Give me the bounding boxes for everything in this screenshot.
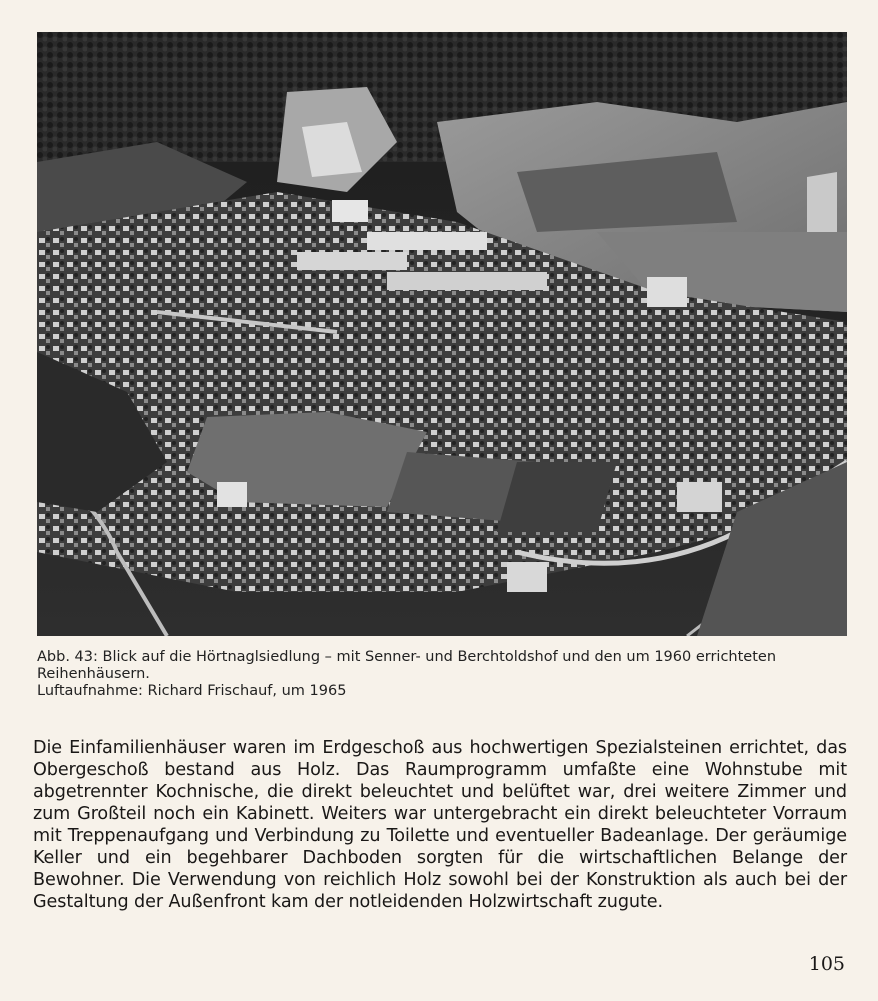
figure-caption-credit: Luftaufnahme: Richard Frischauf, um 1965 xyxy=(37,683,347,699)
aerial-photo-illustration xyxy=(37,32,847,636)
figure-caption xyxy=(37,649,849,700)
page-number: 105 xyxy=(808,953,845,975)
figure-caption-title: Abb. 43: Blick auf die Hörtnaglsiedlung – mit Senner- und Berchtoldshof und den um 1960 errichteten Reihenhäusern. xyxy=(37,649,777,682)
aerial-photograph xyxy=(37,32,847,636)
body-paragraph: Die Einfamilienhäuser waren im Erdgeschoß aus hochwertigen Spezialsteinen errichtet, das Obergeschoß bestand aus Holz. Das Raumprogramm umfaßte eine Wohnstube mit abgetrennter Kochnische, die direkt beleuchtet und belüftet war, drei weitere Zimmer und zum Großteil noch ein Kabinett. Weiters war untergebracht ein direkt beleuchteter Vorraum mit Treppenaufgang und Verbindung zu Toilette und eventueller Badeanlage. Der geräumige Keller und ein begehbarer Dachboden sorgten für die wirtschaftlichen Belange der Bewohner. Die Verwendung von reichlich Holz sowohl bei der Konstruktion als auch bei der Gestaltung der Außenfront kam der notleidenden Holzwirtschaft zugute. xyxy=(33,738,847,912)
body-text xyxy=(33,737,847,913)
